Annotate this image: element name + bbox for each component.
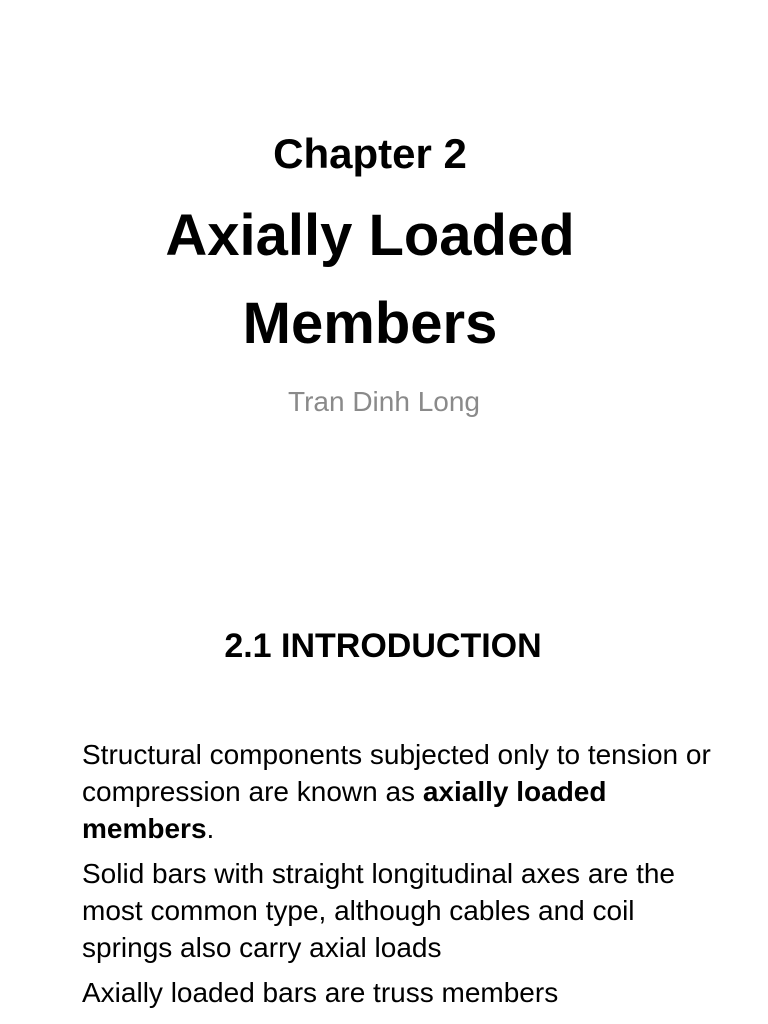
chapter-label: Chapter 2 xyxy=(273,130,467,177)
paragraph-1-bold-term: axially loaded members xyxy=(82,776,607,844)
author-name: Tran Dinh Long xyxy=(288,386,480,417)
body-text xyxy=(82,736,722,1019)
paragraph-1-end: . xyxy=(206,813,215,844)
section-heading: 2.1 INTRODUCTION xyxy=(224,627,542,665)
paragraph-3: Axially loaded bars are truss members xyxy=(82,977,559,1008)
paragraph-1 xyxy=(82,736,722,847)
chapter-title xyxy=(0,192,740,368)
paragraph-1-text: Structural components subjected only to tension or compression are known as xyxy=(82,739,711,807)
introduction-slide xyxy=(0,560,768,1024)
chapter-title-line-1: Axially Loaded xyxy=(165,203,575,268)
chapter-title-line-2: Members xyxy=(242,291,498,356)
paragraph-2: Solid bars with straight longitudinal axes are the most common type, although cables and coil springs also carry axial loads xyxy=(82,858,676,963)
